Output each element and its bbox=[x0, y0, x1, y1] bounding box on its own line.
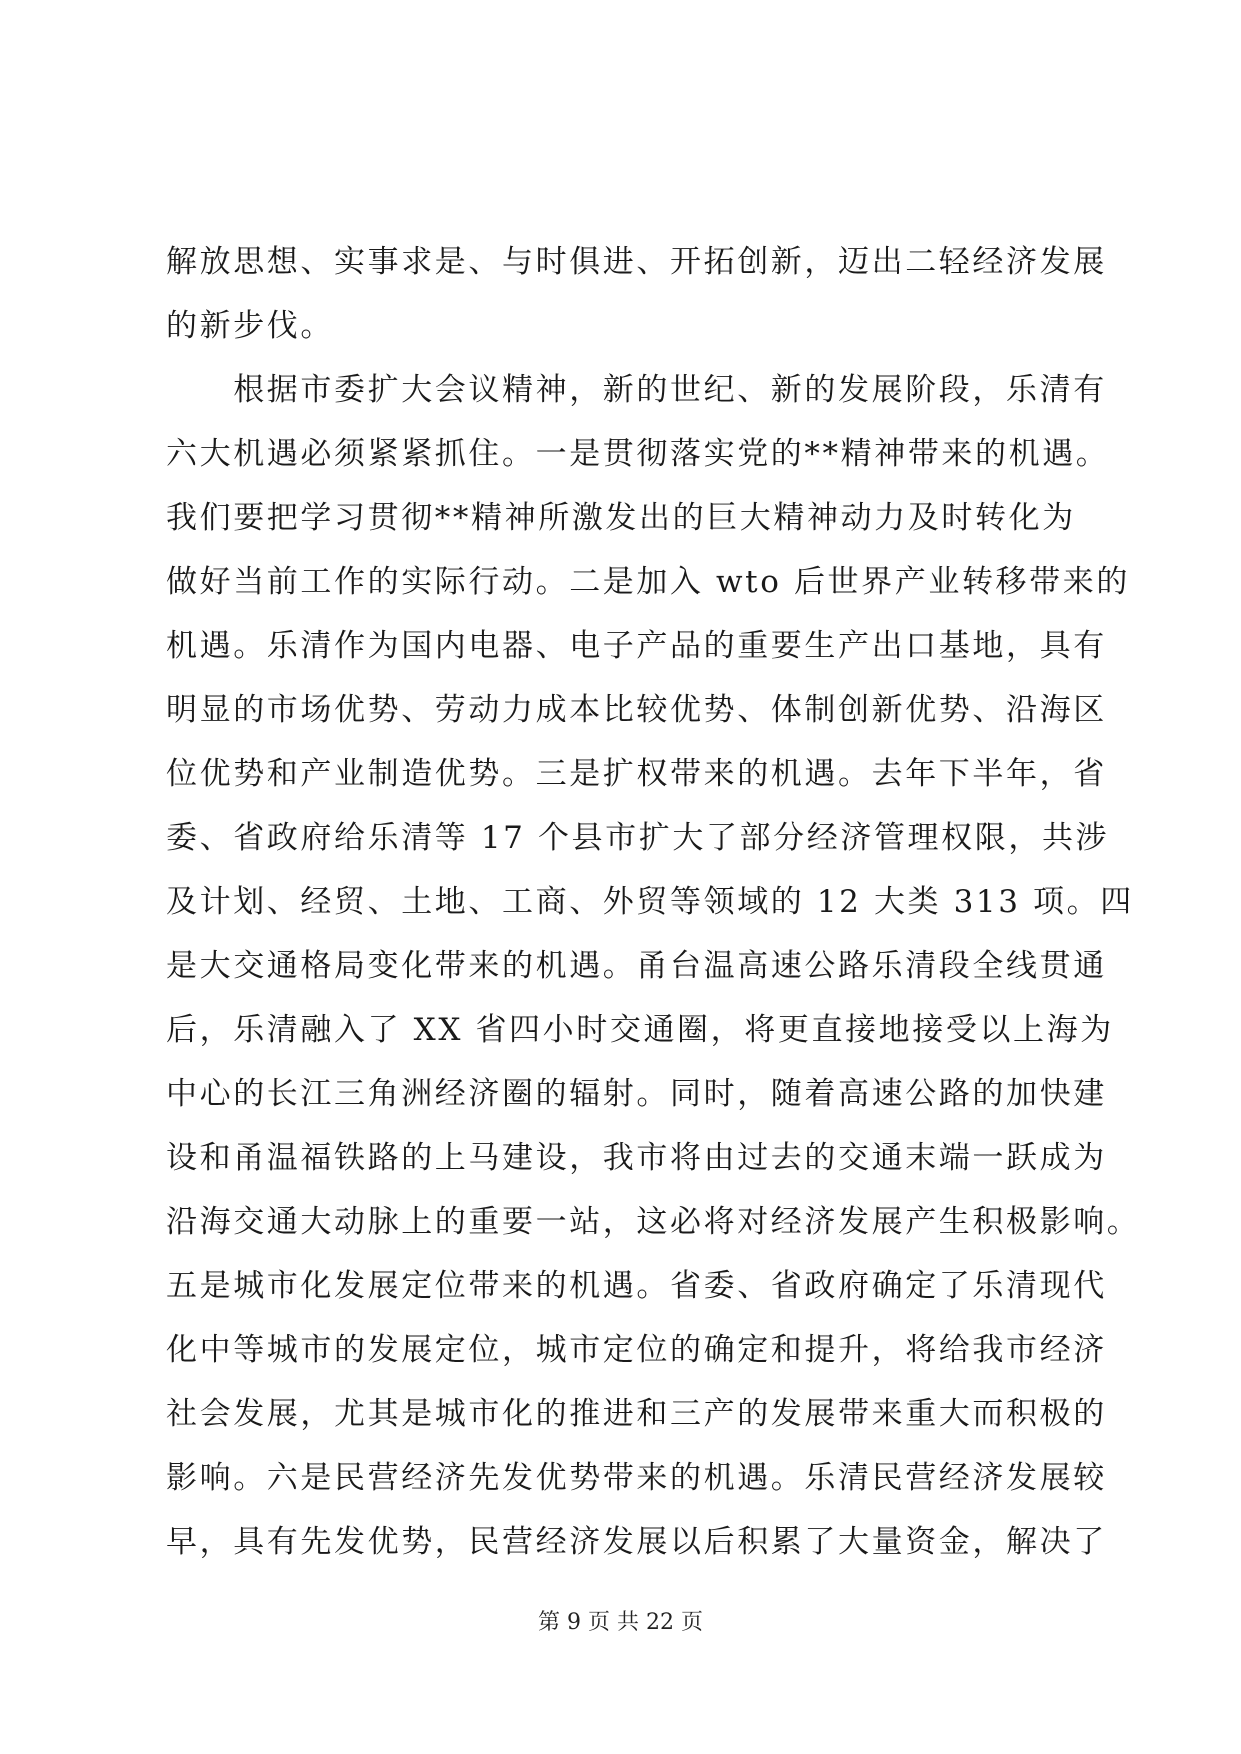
text-line: 影响。六是民营经济先发优势带来的机遇。乐清民营经济发展较 bbox=[166, 1460, 1107, 1496]
text-line: 沿海交通大动脉上的重要一站，这必将对经济发展产生积极影响。 bbox=[166, 1204, 1141, 1240]
text-line: 后，乐清融入了 XX 省四小时交通圈，将更直接地接受以上海为 bbox=[166, 1012, 1114, 1048]
text-line: 根据市委扩大会议精神，新的世纪、新的发展阶段，乐清有 bbox=[166, 372, 1107, 408]
text-line: 中心的长江三角洲经济圈的辐射。同时，随着高速公路的加快建 bbox=[166, 1076, 1107, 1112]
text-line: 明显的市场优势、劳动力成本比较优势、体制创新优势、沿海区 bbox=[166, 692, 1107, 728]
text-line: 做好当前工作的实际行动。二是加入 wto 后世界产业转移带来的 bbox=[166, 564, 1130, 600]
text-line: 设和甬温福铁路的上马建设，我市将由过去的交通末端一跃成为 bbox=[166, 1140, 1107, 1176]
text-line: 解放思想、实事求是、与时俱进、开拓创新，迈出二轻经济发展 bbox=[166, 244, 1107, 280]
text-line: 的新步伐。 bbox=[166, 308, 334, 344]
text-line: 社会发展，尤其是城市化的推进和三产的发展带来重大而积极的 bbox=[166, 1396, 1107, 1432]
page-footer: 第 9 页 共 22 页 bbox=[538, 1610, 703, 1635]
text-line: 委、省政府给乐清等 17 个县市扩大了部分经济管理权限，共涉 bbox=[166, 820, 1110, 856]
text-line: 机遇。乐清作为国内电器、电子产品的重要生产出口基地，具有 bbox=[166, 628, 1107, 664]
text-line: 我们要把学习贯彻**精神所激发出的巨大精神动力及时转化为 bbox=[166, 500, 1076, 536]
text-line: 化中等城市的发展定位，城市定位的确定和提升，将给我市经济 bbox=[166, 1332, 1107, 1368]
document-body bbox=[166, 230, 1141, 1574]
text-line: 及计划、经贸、土地、工商、外贸等领域的 12 大类 313 项。四 bbox=[166, 884, 1134, 920]
text-line: 早，具有先发优势，民营经济发展以后积累了大量资金，解决了 bbox=[166, 1524, 1107, 1560]
text-line: 位优势和产业制造优势。三是扩权带来的机遇。去年下半年，省 bbox=[166, 756, 1107, 792]
text-line: 是大交通格局变化带来的机遇。甬台温高速公路乐清段全线贯通 bbox=[166, 948, 1107, 984]
text-line: 五是城市化发展定位带来的机遇。省委、省政府确定了乐清现代 bbox=[166, 1268, 1107, 1304]
text-line: 六大机遇必须紧紧抓住。一是贯彻落实党的**精神带来的机遇。 bbox=[166, 436, 1110, 472]
